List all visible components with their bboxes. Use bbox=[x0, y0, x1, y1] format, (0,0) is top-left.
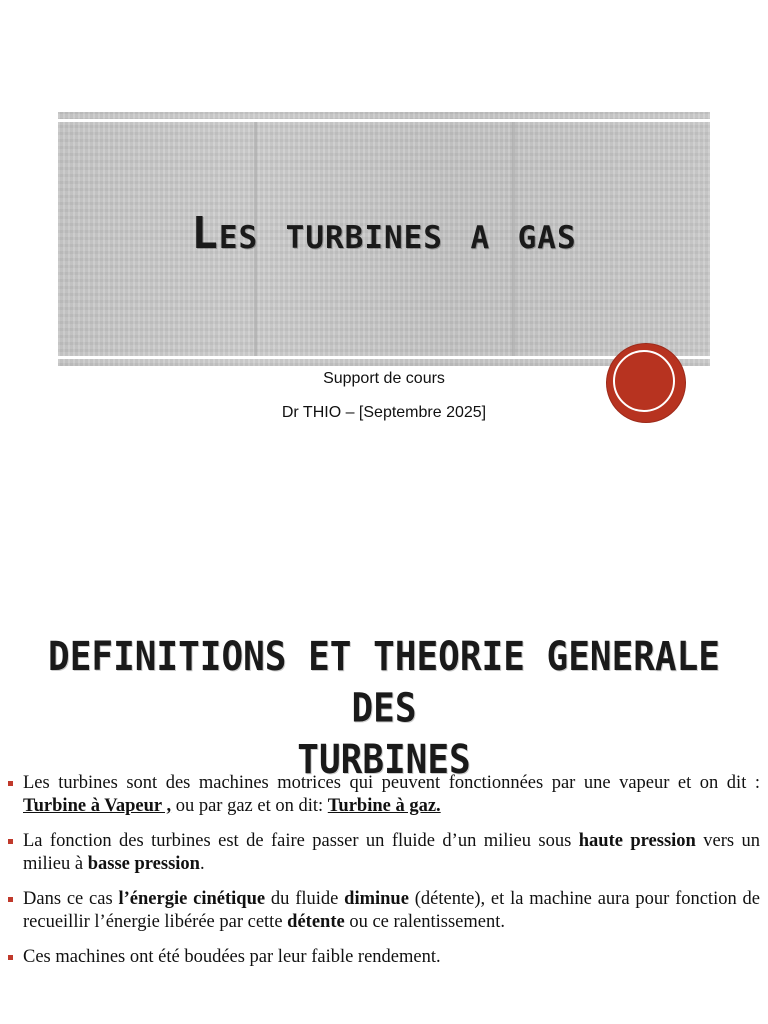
bullet-item bbox=[8, 888, 760, 934]
bullet-text: (détente), et la machine aura pour fonction de recueillir l’énergie libérée par cette bbox=[23, 889, 760, 932]
bullet-item bbox=[8, 772, 760, 818]
bullet-text: Ces machines ont été boudées par leur faible rendement. bbox=[23, 947, 441, 967]
title-banner bbox=[58, 112, 710, 366]
bullet-text: vers un milieu à bbox=[23, 831, 760, 874]
bullet-square-icon bbox=[8, 839, 13, 844]
bullet-text: ou ce ralentissement. bbox=[344, 912, 505, 932]
bullet-emphasis: Turbine à gaz. bbox=[327, 796, 441, 816]
section-heading-line2: TURBINES bbox=[297, 737, 471, 784]
bullet-emphasis: basse pression bbox=[87, 854, 200, 874]
bullet-item bbox=[8, 830, 760, 876]
bullet-text: ou par gaz et on dit: bbox=[171, 796, 328, 816]
slide-title: Les turbines a gas bbox=[191, 208, 577, 259]
section-heading-line1: DEFINITIONS ET THEORIE GENERALE DES bbox=[48, 634, 720, 732]
banner-top-line bbox=[58, 119, 710, 122]
bullet-text: Les turbines sont des machines motrices qui peuvent fonctionnées par une vapeur et on dit : bbox=[23, 773, 760, 793]
bullet-emphasis: diminue bbox=[344, 889, 409, 909]
bullet-square-icon bbox=[8, 897, 13, 902]
bullet-emphasis: l’énergie cinétique bbox=[118, 889, 266, 909]
bullet-square-icon bbox=[8, 781, 13, 786]
bullet-text: La fonction des turbines est de faire passer un fluide d’un milieu sous bbox=[23, 831, 579, 851]
subtitle-course: Support de cours bbox=[323, 370, 445, 387]
section-heading bbox=[40, 632, 728, 787]
subtitle-author-date: Dr THIO – [Septembre 2025] bbox=[281, 404, 487, 421]
bullet-item bbox=[8, 946, 760, 969]
banner-bottom-line bbox=[58, 356, 710, 359]
bullet-text: du fluide bbox=[265, 889, 345, 909]
bullet-list bbox=[8, 772, 760, 981]
content-slide bbox=[0, 512, 768, 1024]
bullet-emphasis: Turbine à Vapeur , bbox=[23, 796, 172, 816]
bullet-text: . bbox=[199, 854, 205, 874]
bullet-square-icon bbox=[8, 955, 13, 960]
bullet-emphasis: haute pression bbox=[578, 831, 696, 851]
bullet-text: Dans ce cas bbox=[23, 889, 119, 909]
bullet-emphasis: détente bbox=[287, 912, 345, 932]
